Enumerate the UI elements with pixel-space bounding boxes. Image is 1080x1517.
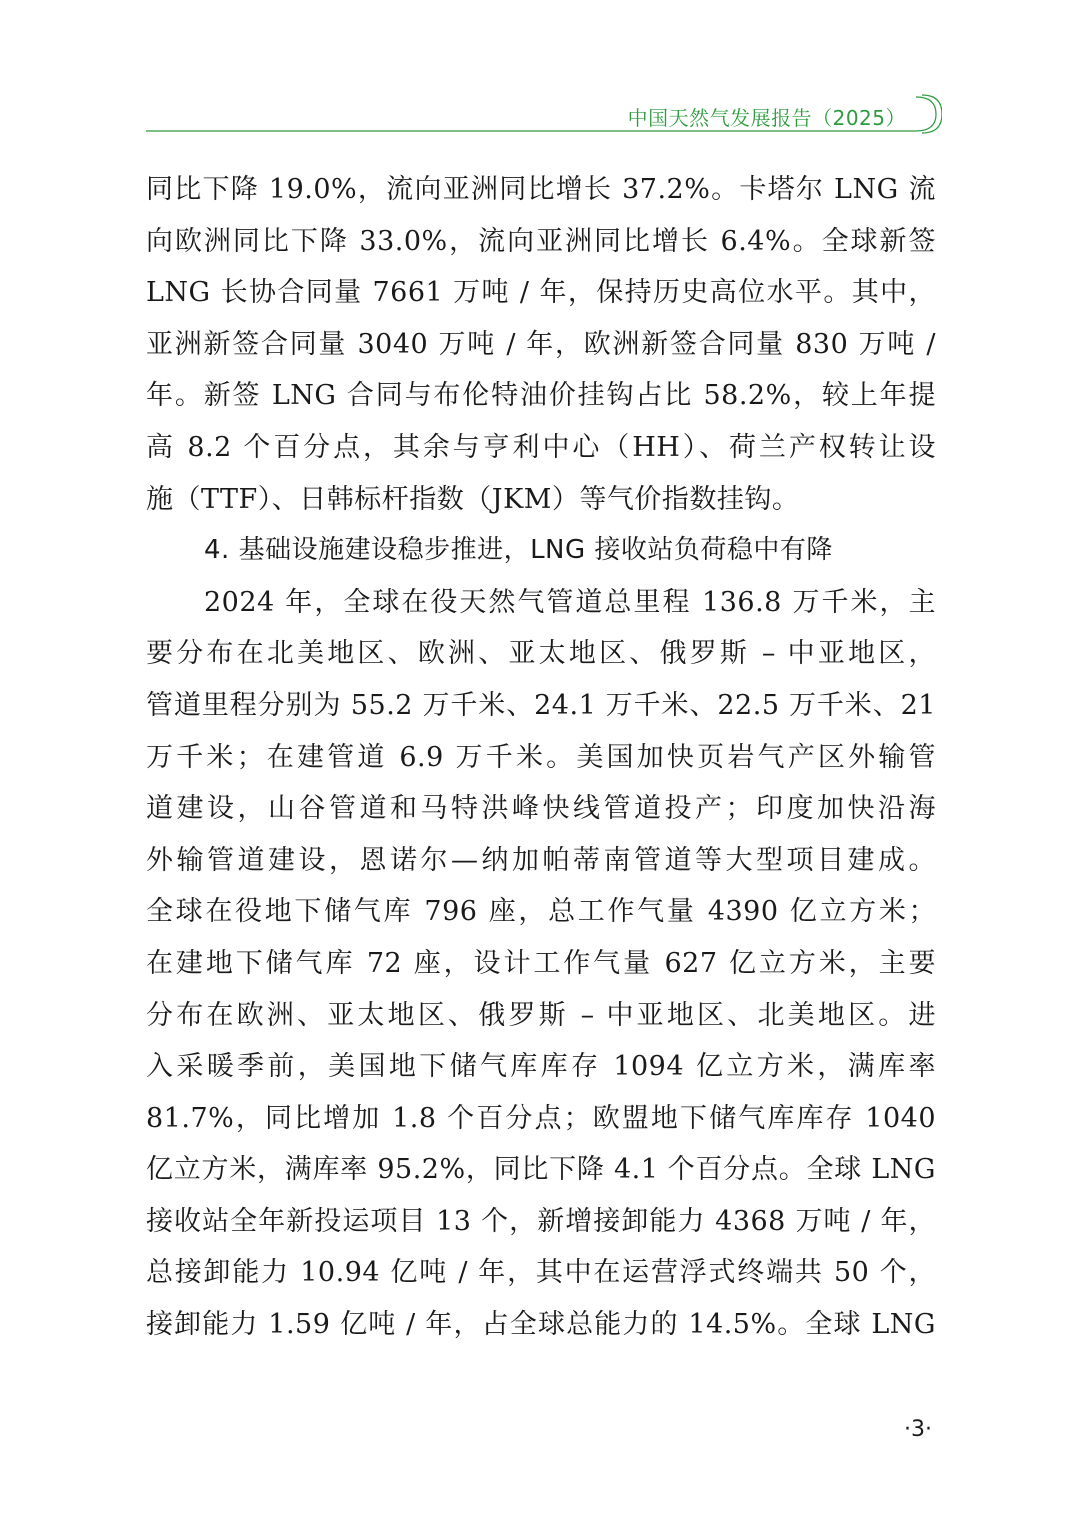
text-line: 年。新签 LNG 合同与布伦特油价挂钩占比 58.2%，较上年提: [146, 380, 936, 412]
text-line: 在建地下储气库 72 座，设计工作气量 627 亿立方米，主要: [146, 947, 936, 979]
text-line: 入采暖季前，美国地下储气库库存 1094 亿立方米，满库率: [146, 1051, 936, 1083]
section-heading: 4. 基础设施建设稳步推进，LNG 接收站负荷稳中有降: [204, 535, 833, 566]
text-line: 道建设，山谷管道和马特洪峰快线管道投产；印度加快沿海: [146, 793, 936, 825]
text-line: 亚洲新签合同量 3040 万吨 / 年，欧洲新签合同量 830 万吨 /: [146, 328, 936, 360]
text-line: 高 8.2 个百分点，其余与亨利中心（HH）、荷兰产权转让设: [146, 431, 936, 463]
text-line: 2024 年，全球在役天然气管道总里程 136.8 万千米，主: [204, 586, 936, 618]
text-line: LNG 长协合同量 7661 万吨 / 年，保持历史高位水平。其中，: [146, 277, 936, 309]
text-line: 亿立方米，满库率 95.2%，同比下降 4.1 个百分点。全球 LNG: [146, 1154, 936, 1186]
running-header: [146, 94, 942, 134]
text-line: 向欧洲同比下降 33.0%，流向亚洲同比增长 6.4%。全球新签: [146, 225, 936, 257]
text-line: 外输管道建设，恩诺尔—纳加帕蒂南管道等大型项目建成。: [146, 844, 936, 876]
text-line: 分布在欧洲、亚太地区、俄罗斯 – 中亚地区、北美地区。进: [146, 999, 936, 1031]
text-line: 要分布在北美地区、欧洲、亚太地区、俄罗斯 – 中亚地区，: [146, 638, 936, 670]
text-line: 全球在役地下储气库 796 座，总工作气量 4390 亿立方米；: [146, 896, 936, 928]
body-text: [146, 164, 936, 1351]
text-line: 管道里程分别为 55.2 万千米、24.1 万千米、22.5 万千米、21: [146, 689, 936, 721]
text-line: 施（TTF）、日韩标杆指数（JKM）等气价指数挂钩。: [146, 483, 800, 515]
text-line: 总接卸能力 10.94 亿吨 / 年，其中在运营浮式终端共 50 个，: [146, 1257, 936, 1289]
text-line: 接卸能力 1.59 亿吨 / 年，占全球总能力的 14.5%。全球 LNG: [146, 1309, 936, 1341]
text-line: 接收站全年新投运项目 13 个，新增接卸能力 4368 万吨 / 年，: [146, 1205, 936, 1237]
page-number: ·3·: [904, 1417, 932, 1442]
report-title: 中国天然气发展报告（2025）: [627, 106, 906, 130]
text-line: 万千米；在建管道 6.9 万千米。美国加快页岩气产区外输管: [146, 741, 936, 773]
text-line: 同比下降 19.0%，流向亚洲同比增长 37.2%。卡塔尔 LNG 流: [146, 174, 936, 205]
text-line: 81.7%，同比增加 1.8 个百分点；欧盟地下储气库库存 1040: [146, 1102, 936, 1134]
